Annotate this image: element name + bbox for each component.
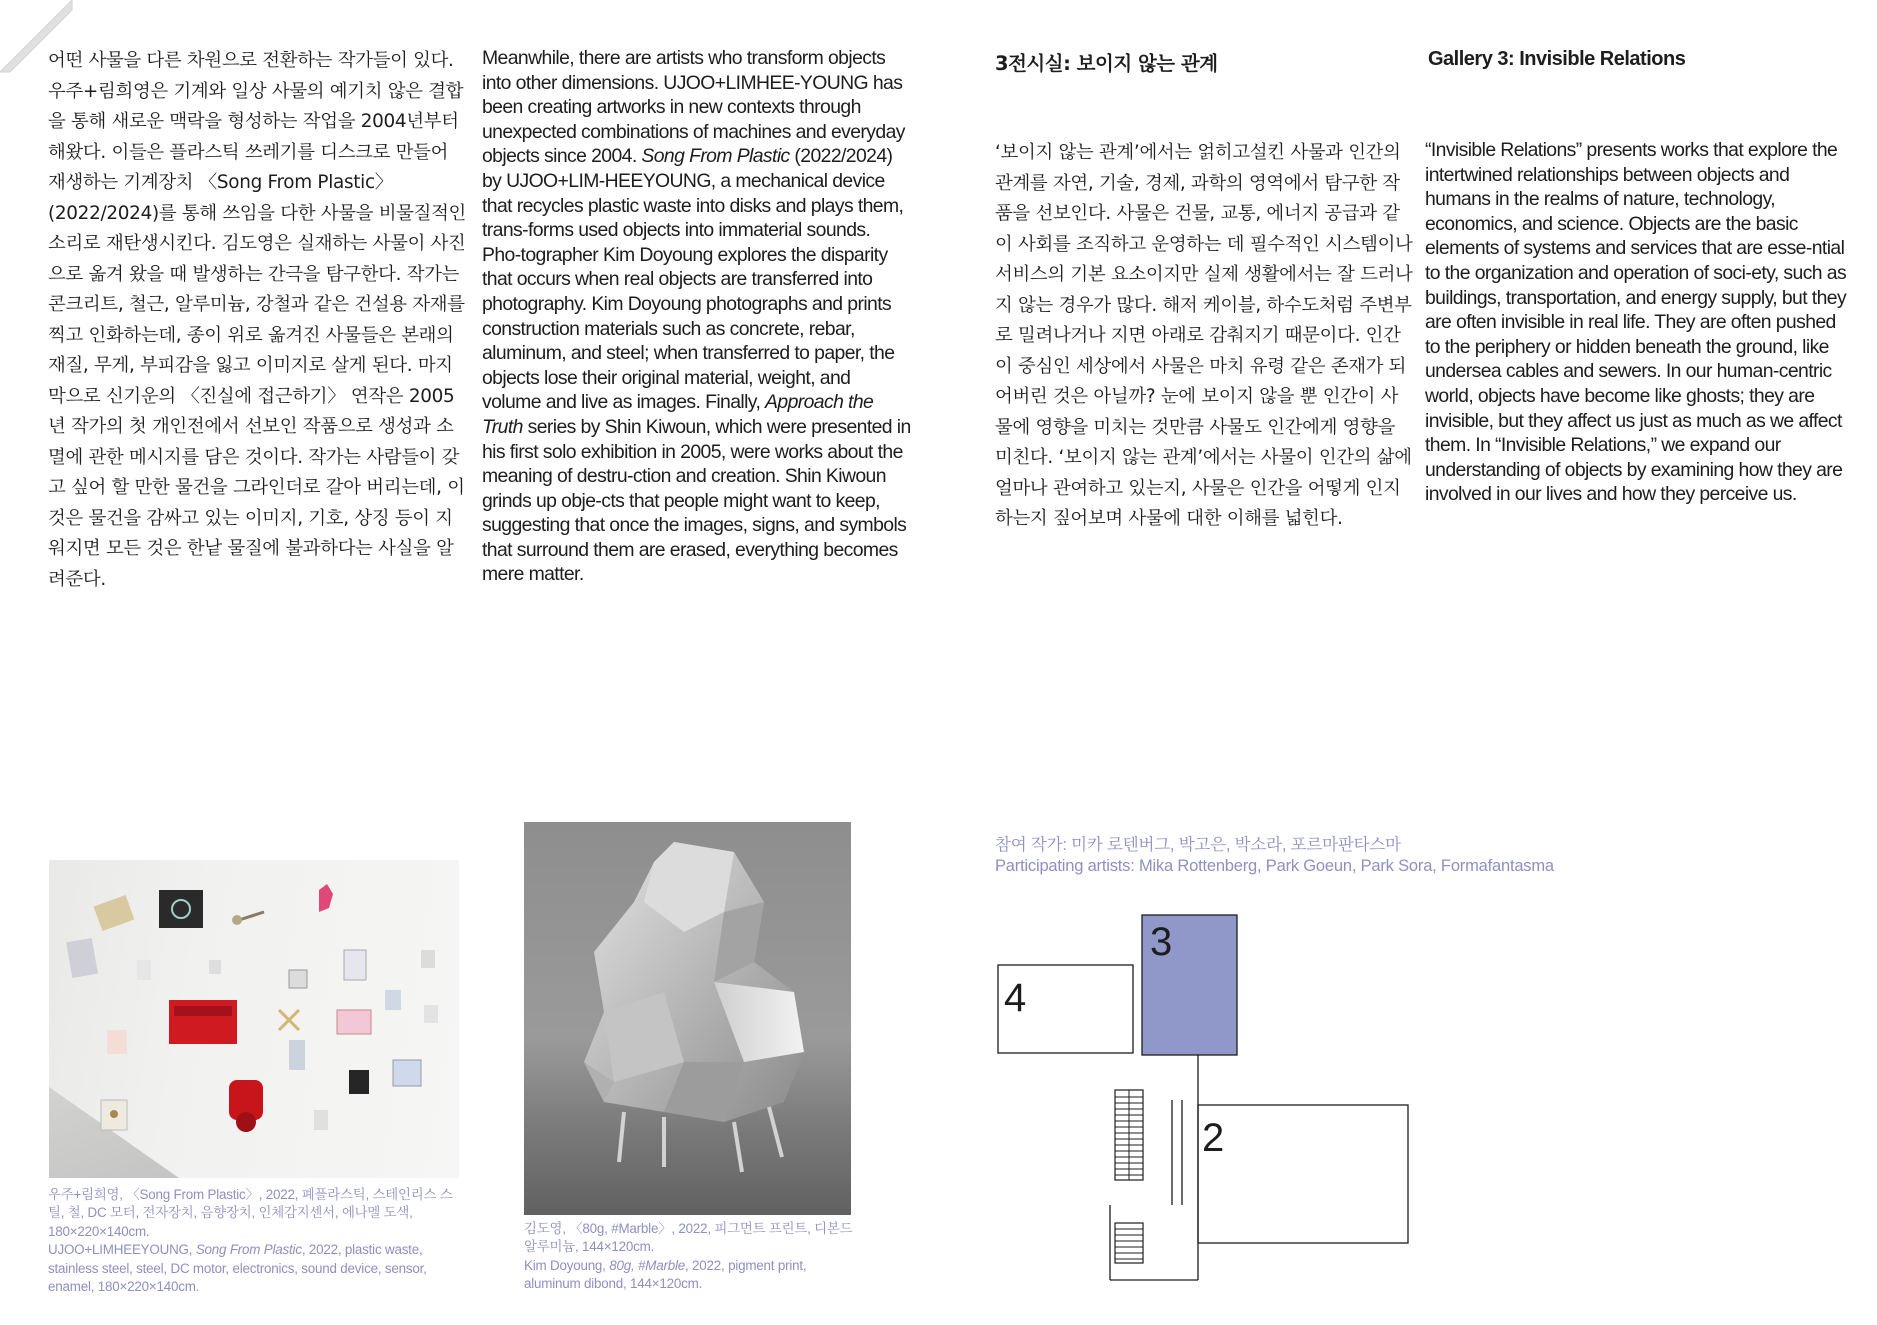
room-2-outline: [1198, 1105, 1408, 1243]
english-text-column-left: [482, 46, 912, 587]
room-2-label: 2: [1202, 1116, 1225, 1160]
korean-text-column-right: [995, 138, 1415, 535]
english-paragraph-left: [482, 46, 912, 587]
caption-en-2-title: 80g, #Marble: [609, 1257, 685, 1273]
korean-paragraph-right: ‘보이지 않는 관계’에서는 얽히고설킨 사물과 인간의 관계를 자연, 기술, 경제, 과학의 영역에서 탐구한 작품을 선보인다. 사물은 건물, 교통, 에너지 공급과 같이 사회를 조직하고 운영하는 데 필수적인 시스템이나 서비스의 기본 요소이지만 실제 생활에서는 잘 드러나지 않는 경우가 많다. 해저 케이블, 하수도처럼 주변부로 밀려나거나 지면 아래로 감춰지기 때문이다. 인간이 중심인 세상에서 사물은 마치 유령 같은 존재가 되어버린 것은 아닐까? 눈에 보이지 않을 뿐 인간이 사물에 영향을 미치는 것만큼 사물도 인간에게 영향을 미친다. ‘보이지 않는 관계’에서는 사물이 인간의 삶에 얼마나 관여하고 있는지, 사물은 인간을 어떻게 인지하는지 짚어보며 사물에 대한 이해를 넓힌다.: [995, 142, 1413, 529]
participating-artists: [995, 835, 1554, 877]
english-text-part-2: (2022/2024) by UJOO+LIM-HEEYOUNG, a mechanical device that recycles plastic waste into disks and plays them, trans-forms used objects into immaterial sounds. Pho-tographer Kim Doyoung explores the disparity that occurs when real objects are transferred into photography. Kim Doyoung photographs and prints construction materials such as concrete, rebar, aluminum, and steel; when transferred to paper, the objects lose their original material, weight, and volume and live as images. Finally,: [482, 145, 904, 414]
gallery-heading-english: Gallery 3: Invisible Relations: [1428, 48, 1686, 70]
english-text-part-1: Meanwhile, there are artists who transform objects into other dimensions. UJOO+LIMHEE-YOUNG has been creating artworks in new contexts through unexpected combinations of machines and everyday objects since 2004.: [482, 47, 905, 168]
caption-en-1: [48, 1241, 468, 1296]
floor-plan-diagram: [990, 905, 1410, 1295]
caption-en-1-b: , 2022, plastic waste, stainless steel, steel, DC motor, electronics, sound device, sensor, enamel, 180×220×140cm.: [48, 1242, 427, 1295]
caption-kr-2: 김도영, 〈80g, #Marble〉, 2022, 피그먼트 프린트, 디본드 알루미늄, 144×120cm.: [524, 1221, 853, 1255]
caption-en-2-a: Kim Doyoung,: [524, 1257, 610, 1273]
caption-80g-marble: [524, 1220, 864, 1294]
room-4-label: 4: [1004, 976, 1027, 1020]
gallery-heading-korean: 3전시실: 보이지 않는 관계: [995, 52, 1218, 75]
caption-kr-1: 우주+림희영, 〈Song From Plastic〉, 2022, 폐플라스틱, 스테인리스 스틸, 철, DC 모터, 전자장치, 음향장치, 인체감지센서, 에나멜 도색, 180×220×140cm.: [48, 1187, 453, 1239]
english-text-part-3: series by Shin Kiwoun, which were presented in his first solo exhibition in 2005, were works about the meaning of destru-ction and creation. Shin Kiwoun grinds up obje-cts that people might want to keep, suggesting that once the images, signs, and symbols that surround them are erased, everything becomes mere matter.: [482, 415, 911, 586]
caption-en-1-a: UJOO+LIMHEEYOUNG,: [48, 1242, 196, 1258]
korean-text-column-left: [48, 46, 468, 595]
caption-song-from-plastic: [48, 1186, 468, 1296]
korean-paragraph-left: 어떤 사물을 다른 차원으로 전환하는 작가들이 있다. 우주+림희영은 기계와 일상 사물의 예기치 않은 결합을 통해 새로운 맥락을 형성하는 작업을 2004년부터 해왔다. 이들은 플라스틱 쓰레기를 디스크로 만들어 재생하는 기계장치 〈Song From Plastic〉(2022/2024)를 통해 쓰임을 다한 사물을 비물질적인 소리로 재탄생시킨다. 김도영은 실재하는 사물이 사진으로 옮겨 왔을 때 발생하는 간극을 탐구한다. 작가는 콘크리트, 철근, 알루미늄, 강철과 같은 건설용 자재를 찍고 인화하는데, 종이 위로 옮겨진 사물들은 본래의 재질, 무게, 부피감을 잃고 이미지로 살게 된다. 마지막으로 신기운의 〈진실에 접근하기〉 연작은 2005년 작가의 첫 개인전에서 선보인 작품으로 생성과 소멸에 관한 메시지를 담은 것이다. 작가는 사람들이 갖고 싶어 할 만한 물건을 그라인더로 갈아 버리는데, 이것은 물건을 감싸고 있는 이미지, 기호, 상징 등이 지워지면 모든 것은 한낱 물질에 불과하다는 사실을 알려준다.: [48, 50, 467, 590]
artists-kr: 참여 작가: 미카 로텐버그, 박고은, 박소라, 포르마판타스마: [995, 836, 1401, 854]
caption-en-1-title: Song From Plastic: [195, 1242, 302, 1258]
photo-song-from-plastic: [49, 860, 459, 1178]
stairs-icon: [1115, 1090, 1143, 1180]
stairs-icon-lower: [1115, 1223, 1143, 1263]
photo-80g-marble: [524, 822, 851, 1215]
artwork-title-song-from-plastic: Song From Plastic: [641, 145, 790, 168]
english-text-column-right: [1425, 138, 1855, 507]
caption-en-2: [524, 1257, 864, 1294]
room-3-label: 3: [1150, 920, 1173, 964]
caption-en-2-b: , 2022, pigment print, aluminum dibond, 144×120cm.: [524, 1257, 807, 1292]
artists-en: Participating artists: Mika Rottenberg, Park Goeun, Park Sora, Formafantasma: [995, 857, 1554, 875]
artwork-title-approach-the-truth: Approach the Truth: [482, 391, 874, 438]
english-paragraph-right: “Invisible Relations” presents works that explore the intertwined relationships between objects and humans in the realms of nature, technology, economics, and science. Objects are the basic elements of systems and services that are esse-ntial to the organization and operation of soci-ety, such as buildings, transportation, and energy supply, but they are often invisible in real life. They are often pushed to the periphery or hidden beneath the ground, like undersea cables and sewers. In our human-centric world, objects have become like ghosts; they are invisible, but they affect us just as much as we affect them. In “Invisible Relations,” we expand our understanding of objects by examining how they are involved in our lives and how they perceive us.: [1425, 139, 1847, 506]
